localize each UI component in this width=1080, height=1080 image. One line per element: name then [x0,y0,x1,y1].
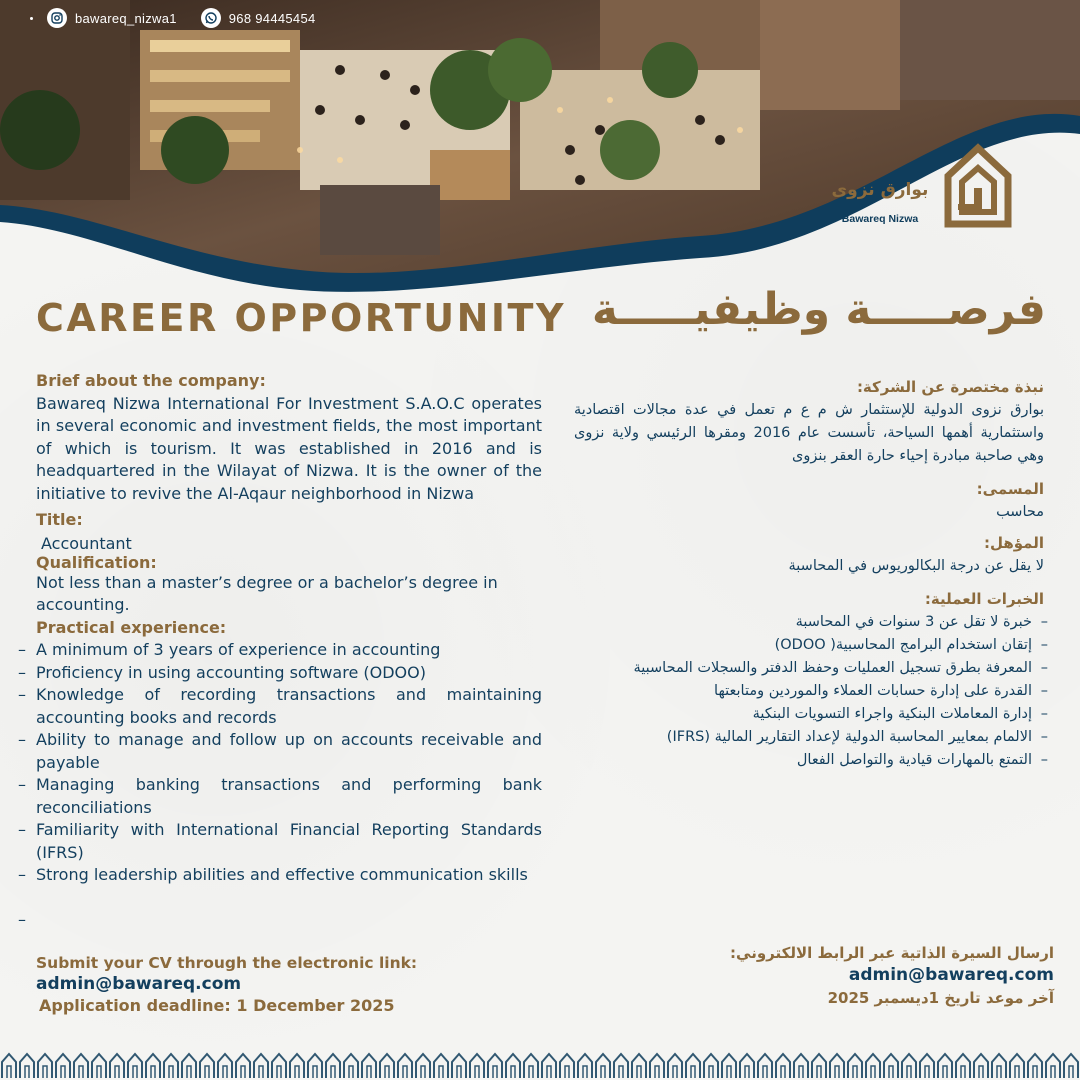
title-arabic: فرصـــــة وظيفيـــــة [591,284,1046,335]
english-column [36,370,542,887]
email-link-en[interactable]: admin@bawareq.com [36,974,242,994]
social-bar [30,8,332,28]
instagram-handle[interactable]: bawareq_nizwa1 [75,10,177,26]
list-item: – Managing banking transactions and performing bank reconciliations [36,774,542,819]
instagram-icon[interactable] [47,8,67,28]
list-item: – إتقان استخدام البرامج المحاسبية( ODOO) [574,634,1032,657]
arabic-column [574,376,1044,772]
submit-label-ar: ارسال السيرة الذاتية عبر الرابط الالكتروني: [730,944,1054,962]
whatsapp-icon[interactable] [201,8,221,28]
experience-heading-en: Practical experience: [36,617,227,637]
list-item: – Knowledge of recording transactions and maintaining accounting books and records [36,684,542,729]
submit-label-en: Submit your CV through the electronic link: [36,954,418,972]
qualification-heading-en: Qualification: [36,552,157,572]
logo-name-english: Bawareq Nizwa [841,213,919,225]
list-item: – خبرة لا تقل عن 3 سنوات في المحاسبة [574,611,1032,634]
list-item: – القدرة على إدارة حسابات العملاء والموردين ومتابعتها [574,680,1032,703]
logo-name-arabic: بوارق نزوى [831,180,929,200]
qualification-heading-ar: المؤهل: [983,534,1044,552]
list-item: – إدارة المعاملات البنكية واجراء التسويات البنكية [574,703,1032,726]
submit-section-ar [730,944,1054,1007]
experience-list-en [36,639,542,887]
list-item: – التمتع بالمهارات قيادية والتواصل الفعال [574,749,1032,772]
list-item: – الالمام بمعايير المحاسبة الدولية لإعداد التقارير المالية (IFRS) [574,726,1032,749]
stray-dash: – [18,910,26,929]
about-text-en: Bawareq Nizwa International For Investment S.A.O.C operates in several economic and investment fields, the most important of which is tourism. It was established in 2016 and is headquartered in the Wilayat of Nizwa. It is the owner of the initiative to revive the Al-Aqaur neighborhood in Nizwa [36,393,542,503]
qualification-value-en: Not less than a master’s degree or a bachelor’s degree in accounting. [36,572,498,614]
list-item: – المعرفة بطرق تسجيل العمليات وحفظ الدفتر والسجلات المحاسبية [574,657,1032,680]
experience-list-ar [574,611,1032,772]
title-english: CAREER OPPORTUNITY [36,296,566,340]
deadline-en: Application deadline: 1 December 2025 [39,996,395,1015]
job-title-heading-en: Title: [36,510,83,529]
email-link-ar[interactable]: admin@bawareq.com [848,965,1054,985]
company-logo [826,142,1016,232]
qualification-value-ar: لا يقل عن درجة البكالوريوس في المحاسبة [788,558,1044,574]
experience-heading-ar: الخبرات العملية: [924,590,1044,608]
list-item: – Proficiency in using accounting software (ODOO) [36,662,542,685]
deadline-ar: آخر موعد تاريخ 1ديسمبر 2025 [827,989,1054,1007]
list-item: – Familiarity with International Financial Reporting Standards (IFRS) [36,819,542,864]
job-title-value-en: Accountant [41,533,132,553]
job-title-heading-ar: المسمى: [976,480,1044,498]
job-title-value-ar: محاسب [996,504,1044,520]
decorative-border-pattern [0,1048,1080,1080]
submit-section-en [36,954,417,1015]
logo-house-icon [944,142,1012,228]
about-text-ar: بوارق نزوى الدولية للإستثمار ش م ع م تعمل في عدة مجالات اقتصادية واستثمارية أهمها السياحة، تأسست عام 2016 ومقرها الرئيسي ولاية نزوى وهي صاحبة مبادرة إحياء حارة العقر بنزوى [574,402,1044,464]
list-item: – Strong leadership abilities and effective communication skills [36,864,542,887]
whatsapp-number[interactable]: 968 94445454 [228,10,316,26]
about-heading-ar: نبذة مختصرة عن الشركة: [856,378,1044,396]
list-item: – Ability to manage and follow up on accounts receivable and payable [36,729,542,774]
about-heading-en: Brief about the company: [36,371,266,390]
list-item: – A minimum of 3 years of experience in accounting [36,639,542,662]
separator-dot [30,17,33,20]
